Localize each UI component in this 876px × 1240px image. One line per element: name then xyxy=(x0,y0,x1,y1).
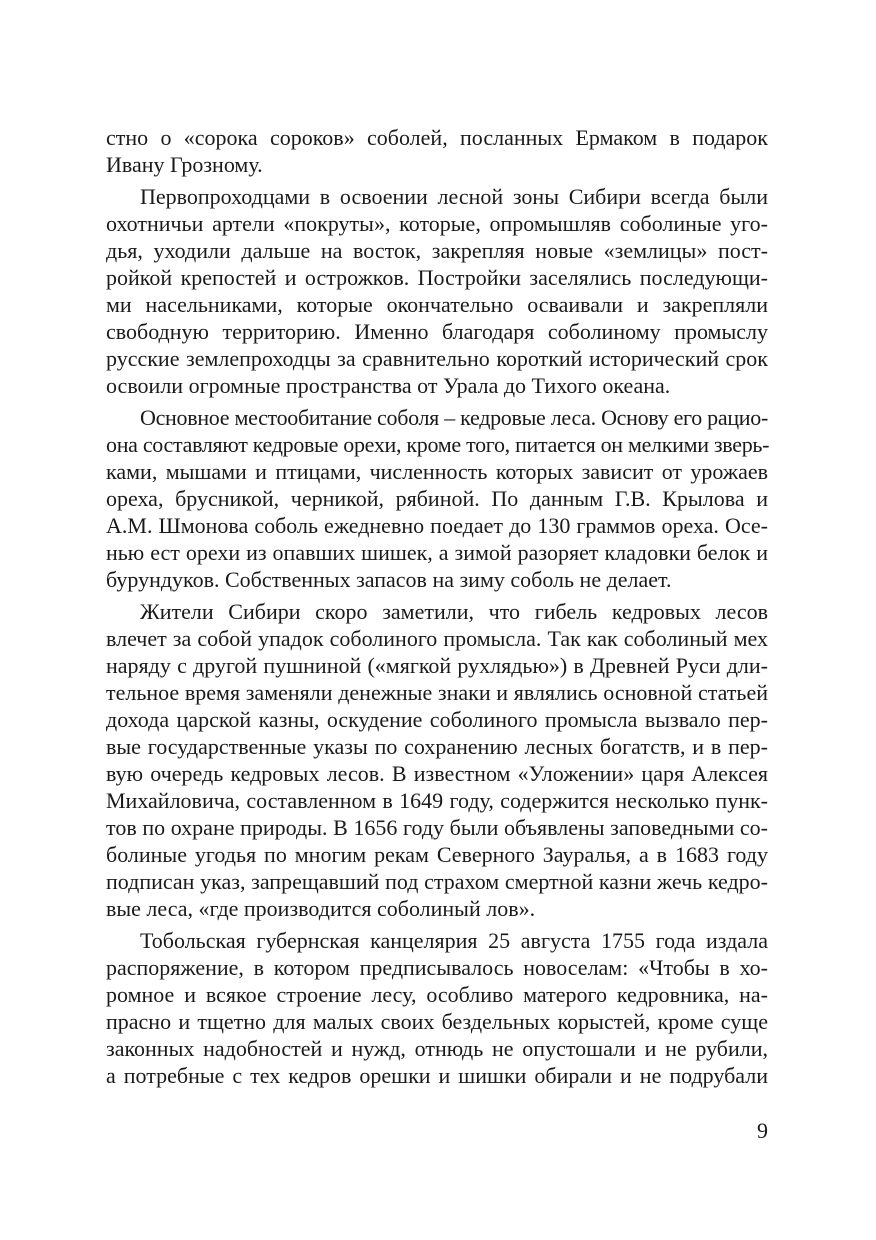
text-line: ромное и всякое строение лесу, особливо матерого кедровника, на- xyxy=(106,982,768,1007)
text-line: законных надобностей и нужд, отнюдь не опустошали и не рубили, xyxy=(106,1036,768,1061)
text-line: тов по охране природы. В 1656 году были объявлены заповедными со- xyxy=(106,815,768,840)
text-line: ройкой крепостей и острожков. Постройки заселялись последующи- xyxy=(106,265,768,290)
text-line: Основное местообитание соболя – кедровые леса. Основу его рацио- xyxy=(140,405,768,430)
text-line: дохода царской казны, оскудение соболиного промысла вызвало пер- xyxy=(106,707,768,732)
paragraph-3 xyxy=(106,404,768,593)
text-line: влечет за собой упадок соболиного промысла. Так как соболиный мех xyxy=(106,626,768,651)
text-line: охотничьи артели «покруты», которые, опромышляв соболиные уго- xyxy=(106,211,768,236)
page-number: 9 xyxy=(757,1118,768,1143)
text-line: а потребные с тех кедров орешки и шишки обирали и не подрубали xyxy=(106,1063,768,1088)
text-line: Жители Сибири скоро заметили, что гибель кедровых лесов xyxy=(140,599,768,624)
text-line: Первопроходцами в освоении лесной зоны Сибири всегда были xyxy=(140,184,768,209)
text-line: распоряжение, в котором предписывалось новоселам: «Чтобы в хо- xyxy=(106,955,768,980)
text-line: вую очередь кедровых лесов. В известном «Уложении» царя Алексея xyxy=(106,761,768,786)
text-line: русские землепроходцы за сравнительно короткий исторический срок xyxy=(106,346,768,371)
text-line: Михайловича, составленном в 1649 году, содержится несколько пунк- xyxy=(106,788,768,813)
paragraph-2 xyxy=(106,183,768,399)
text-line: вые государственные указы по сохранению лесных богатств, и в пер- xyxy=(106,734,768,759)
text-line: тельное время заменяли денежные знаки и являлись основной статьей xyxy=(106,680,768,705)
text-line: свободную территорию. Именно благодаря соболиному промыслу xyxy=(106,319,768,344)
text-line: наряду с другой пушниной («мягкой рухлядью») в Древней Руси дли- xyxy=(106,653,768,678)
text-line: Ивану Грозному. xyxy=(106,152,263,177)
text-line: вые леса, «где производится соболиный лов». xyxy=(106,896,536,921)
text-line: нью ест орехи из опавших шишек, а зимой разоряет кладовки белок и xyxy=(106,540,768,565)
paragraph-5 xyxy=(106,927,768,1089)
text-line: она составляют кедровые орехи, кроме того, питается он мелкими зверь- xyxy=(106,432,770,457)
body-text xyxy=(106,124,768,1089)
paragraph-4 xyxy=(106,598,768,922)
text-line: А.М. Шмонова соболь ежедневно поедает до 130 граммов ореха. Осе- xyxy=(106,513,768,538)
text-line: Тобольская губернская канцелярия 25 августа 1755 года издала xyxy=(140,928,768,953)
text-line: освоили огромные пространства от Урала до Тихого океана. xyxy=(106,373,671,398)
paragraph-1 xyxy=(106,124,768,178)
text-line: подписан указ, запрещавший под страхом смертной казни жечь кедро- xyxy=(106,869,768,894)
text-line: дья, уходили дальше на восток, закрепляя новые «землицы» пост- xyxy=(106,238,768,263)
text-line: ми насельниками, которые окончательно осваивали и закрепляли xyxy=(106,292,768,317)
text-line: ореха, брусникой, черникой, рябиной. По данным Г.В. Крылова и xyxy=(106,486,768,511)
text-line: стно о «сорока сороков» соболей, посланных Ермаком в подарок xyxy=(106,125,768,150)
text-line: болиные угодья по многим рекам Северного Зауралья, а в 1683 году xyxy=(106,842,768,867)
text-line: прасно и тщетно для малых своих бездельных корыстей, кроме суще xyxy=(106,1009,768,1034)
text-line: ками, мышами и птицами, численность которых зависит от урожаев xyxy=(106,459,768,484)
text-line: бурундуков. Собственных запасов на зиму соболь не делает. xyxy=(106,567,672,592)
